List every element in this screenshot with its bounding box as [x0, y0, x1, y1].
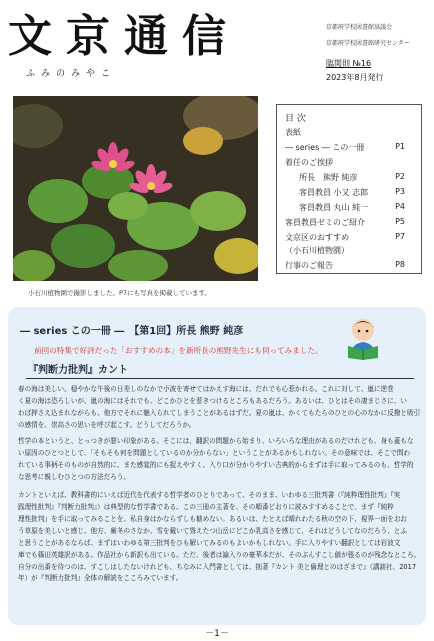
article-line: と思うことがあるならば、まずはいわゆる第三批判をひも解いてみるのもよいかもしれない。手に入りやすい翻訳としては岩波文	[18, 539, 401, 547]
cover-photo	[13, 96, 258, 281]
toc-item: 着任のご挨拶	[285, 158, 333, 167]
publisher-line-2: 京都府学校図書館研究センター	[326, 40, 410, 47]
article-line: 春の海は美しい。穏やかな午後の日差しのなかで小波を寄せてはかえす海には、だれでも心惹かれる。これに対して、嵐に逆巻	[18, 385, 394, 393]
toc-item: 表紙	[285, 128, 301, 137]
book-title: 『判断力批判』カント	[28, 365, 128, 376]
article-line: 庫でも篠田英雄訳がある。作品社から新訳も出ている。ただ、後者は論入りの豪華本だが、そのぶんすこし値が張るのが残念なところ。	[18, 551, 421, 559]
toc-item: 客員教員ゼミのご紹介 P5	[285, 217, 405, 227]
water-lily-photo-icon	[13, 96, 258, 281]
article-line: の感情を、崇高さの思いを呼び起こす。どうしてだろうか。	[18, 421, 196, 429]
reading-child-icon	[340, 314, 386, 360]
toc-item: ― series ― この一冊 P1	[285, 142, 405, 152]
toc-item: 行事のご報告 P8	[285, 260, 405, 270]
article-line: 哲学の本というと、とっつきが悪い印象がある。そこには、翻訳の問題から始まり、いろいろな理由があるのだけれども、身も蓋もな	[18, 437, 414, 445]
series-heading: ― series この一冊 ― 【第1回】所長 熊野 純彦	[20, 326, 244, 337]
page-number: －1－	[205, 629, 229, 639]
toc-item: 客員教員 小又 志郎 P3	[299, 187, 405, 197]
article-line: 践理性批判』『判断力批判』）は典型的な哲学書である。この三冊の主著を、その順番どおりに読みすすめることで、まず『純粋	[18, 503, 394, 511]
newsletter-title: 文京通信	[8, 11, 240, 62]
newsletter-subtitle: ふみのみやこ	[26, 69, 117, 79]
article-line: わば押さえ込まれながらも、他方でそれに魅入られてしまうことがあるはずだ。夏の嵐は、かくてもたらのひとの心のなかに反撥と吸引	[18, 409, 421, 417]
toc-heading: 目 次	[285, 114, 306, 124]
article-line: れている事柄そのものが自然的に、また感覚的にも捉えやすく、入り口が分かりやすい古典的からまずは手に取ってみるのも、哲学的	[18, 461, 414, 469]
toc-item: 所長 熊野 純彦 P2	[299, 172, 405, 182]
toc-item: 客員教員 丸山 純一 P4	[299, 202, 405, 212]
article-line: う草原を美しいと感じ、他方、厳冬のさなか、雪を戴いて聳えたつ山岳にどこか乳高さを感じて、それはどうしてなのだろう、とふ	[18, 527, 407, 535]
article-lead: 前回の特集で好評だった「おすすめの本」を新所長の熊野先生にも伺ってみました。	[34, 346, 323, 355]
issue-date: 2023年8月発行	[326, 73, 384, 82]
issue-number: 臨関則 №16	[326, 59, 372, 68]
photo-caption: 小石川植物園で撮影しました。P7にも写真を掲載しています。	[28, 289, 212, 297]
article-line: カントといえば、教科書的にいえば近代を代表する哲学者のひとりであって、そのまま、いわゆる三批判書（『純粋理性批判』『実	[18, 491, 401, 499]
article-line: い原因のひとつとして、「そもそも何を問題としているのか分からない」ということがあるかもしれない。その意味では、そこで問わ	[18, 449, 411, 457]
article-line: 自分の出番を待つのは、すこしはしたないけれども、ちなみに入門書としては、拙著『カント 美と倫理とのはざまで』（講談社、2017年）が『判断力批判』全体の解読をこころみています。	[18, 563, 417, 582]
article-line: 理性批判』を手に取ってみることを、私自身はかならずしも勧めない。あるいは、たとえば晴れわたる秋の空の下、視界一面をおお	[18, 515, 408, 523]
table-of-contents	[276, 104, 422, 274]
title-divider	[26, 378, 414, 379]
article-line: く夏の海は恐ろしいが、嵐の海にはそれでも、どこかひとを惹きつけるところもあるだろう。あるいは、ひとはその凄まじさに、い	[18, 397, 408, 405]
publisher-line-1: 京都府学校図書館協議会	[326, 24, 393, 31]
toc-item: （小石川植物園）	[285, 246, 349, 255]
article-line: な思考に親しむひとつの方法だろう。	[18, 473, 130, 481]
toc-item: 文京区のおすすめ P7	[285, 232, 405, 242]
